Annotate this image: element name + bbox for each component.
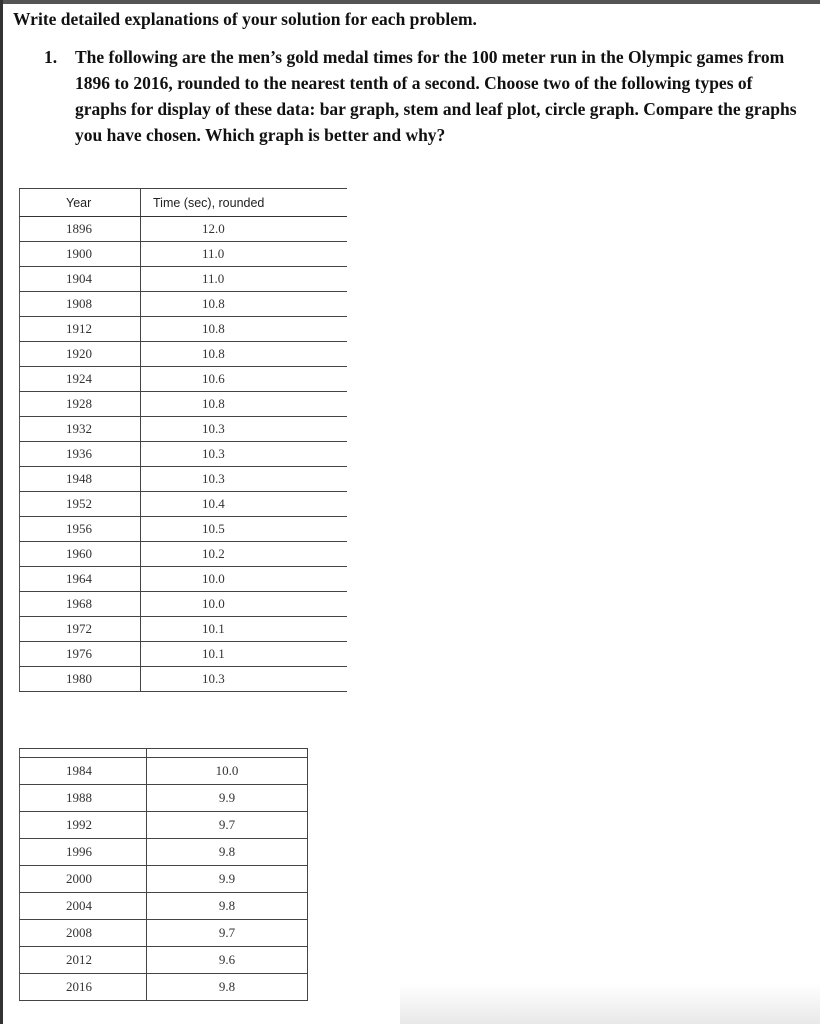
table-row (20, 920, 308, 947)
time-cell: 10.3 (141, 417, 348, 442)
table-row (20, 317, 348, 342)
table-row (20, 947, 308, 974)
time-cell: 9.7 (147, 812, 308, 839)
left-border (0, 0, 3, 1024)
medal-times-table-2 (19, 748, 308, 1001)
year-cell: 1996 (20, 839, 147, 866)
table-2-body (20, 749, 308, 1001)
year-cell: 1992 (20, 812, 147, 839)
time-cell: 9.7 (147, 920, 308, 947)
table-row (20, 292, 348, 317)
table-2-spacer-row (20, 749, 308, 758)
table-row (20, 866, 308, 893)
table-row (20, 342, 348, 367)
year-cell: 1972 (20, 617, 141, 642)
time-cell: 10.8 (141, 392, 348, 417)
table-row (20, 542, 348, 567)
time-cell: 9.8 (147, 893, 308, 920)
table-header-row (20, 189, 348, 217)
time-cell: 10.3 (141, 467, 348, 492)
table-row (20, 217, 348, 242)
year-cell: 1900 (20, 242, 141, 267)
year-cell: 2004 (20, 893, 147, 920)
time-cell: 9.9 (147, 785, 308, 812)
year-cell: 1956 (20, 517, 141, 542)
table-row (20, 492, 348, 517)
top-border (0, 0, 820, 4)
table-row (20, 417, 348, 442)
year-cell: 1920 (20, 342, 141, 367)
year-column-header: Year (20, 189, 141, 217)
table-1-body (20, 217, 348, 692)
year-cell: 1964 (20, 567, 141, 592)
table-row (20, 974, 308, 1001)
time-cell: 9.8 (147, 974, 308, 1001)
year-cell: 1952 (20, 492, 141, 517)
year-cell: 1976 (20, 642, 141, 667)
table-row (20, 517, 348, 542)
time-cell: 10.8 (141, 317, 348, 342)
table-row (20, 839, 308, 866)
time-cell: 10.3 (141, 442, 348, 467)
time-cell: 10.3 (141, 667, 348, 692)
year-cell: 1980 (20, 667, 141, 692)
year-cell: 2016 (20, 974, 147, 1001)
time-cell: 9.8 (147, 839, 308, 866)
year-cell: 1932 (20, 417, 141, 442)
table-row (20, 812, 308, 839)
year-cell: 1924 (20, 367, 141, 392)
table-row (20, 893, 308, 920)
time-cell: 10.1 (141, 642, 348, 667)
year-cell: 2008 (20, 920, 147, 947)
year-cell: 1936 (20, 442, 141, 467)
table-row (20, 392, 348, 417)
year-cell: 1984 (20, 758, 147, 785)
medal-times-table-1 (19, 188, 347, 692)
year-cell: 1908 (20, 292, 141, 317)
table-row (20, 667, 348, 692)
table-row (20, 467, 348, 492)
table-row (20, 785, 308, 812)
table-row (20, 442, 348, 467)
time-column-header: Time (sec), rounded (141, 189, 348, 217)
table-row (20, 592, 348, 617)
time-cell: 10.5 (141, 517, 348, 542)
year-cell: 1948 (20, 467, 141, 492)
year-cell: 2000 (20, 866, 147, 893)
time-cell: 10.0 (141, 592, 348, 617)
time-cell: 11.0 (141, 242, 348, 267)
time-cell: 10.8 (141, 342, 348, 367)
time-cell: 10.1 (141, 617, 348, 642)
time-cell: 9.6 (147, 947, 308, 974)
page-shadow (400, 984, 820, 1024)
time-cell: 9.9 (147, 866, 308, 893)
year-cell: 1968 (20, 592, 141, 617)
year-cell: 1896 (20, 217, 141, 242)
table-row (20, 642, 348, 667)
time-cell: 12.0 (141, 217, 348, 242)
table-row (20, 367, 348, 392)
table-row (20, 267, 348, 292)
time-cell: 11.0 (141, 267, 348, 292)
time-cell: 10.0 (147, 758, 308, 785)
instructions-heading: Write detailed explanations of your solution for each problem. (13, 9, 477, 29)
year-cell: 1904 (20, 267, 141, 292)
time-cell: 10.0 (141, 567, 348, 592)
problem-number: 1. (44, 47, 58, 67)
year-cell: 1912 (20, 317, 141, 342)
table-row (20, 617, 348, 642)
year-cell: 1988 (20, 785, 147, 812)
year-cell: 1928 (20, 392, 141, 417)
table-row (20, 758, 308, 785)
problem-1 (44, 44, 804, 148)
year-cell: 2012 (20, 947, 147, 974)
table-row (20, 567, 348, 592)
time-cell: 10.8 (141, 292, 348, 317)
problem-text: The following are the men’s gold medal times for the 100 meter run in the Olympic games from 1896 to 2016, rounded to the nearest tenth of a second. Choose two of the following types of graphs for display of these data: bar graph, stem and leaf plot, circle graph. Compare the graphs you have chosen. Which graph is better and why? (75, 47, 797, 145)
table-row (20, 242, 348, 267)
year-cell: 1960 (20, 542, 141, 567)
time-cell: 10.4 (141, 492, 348, 517)
time-cell: 10.6 (141, 367, 348, 392)
time-cell: 10.2 (141, 542, 348, 567)
